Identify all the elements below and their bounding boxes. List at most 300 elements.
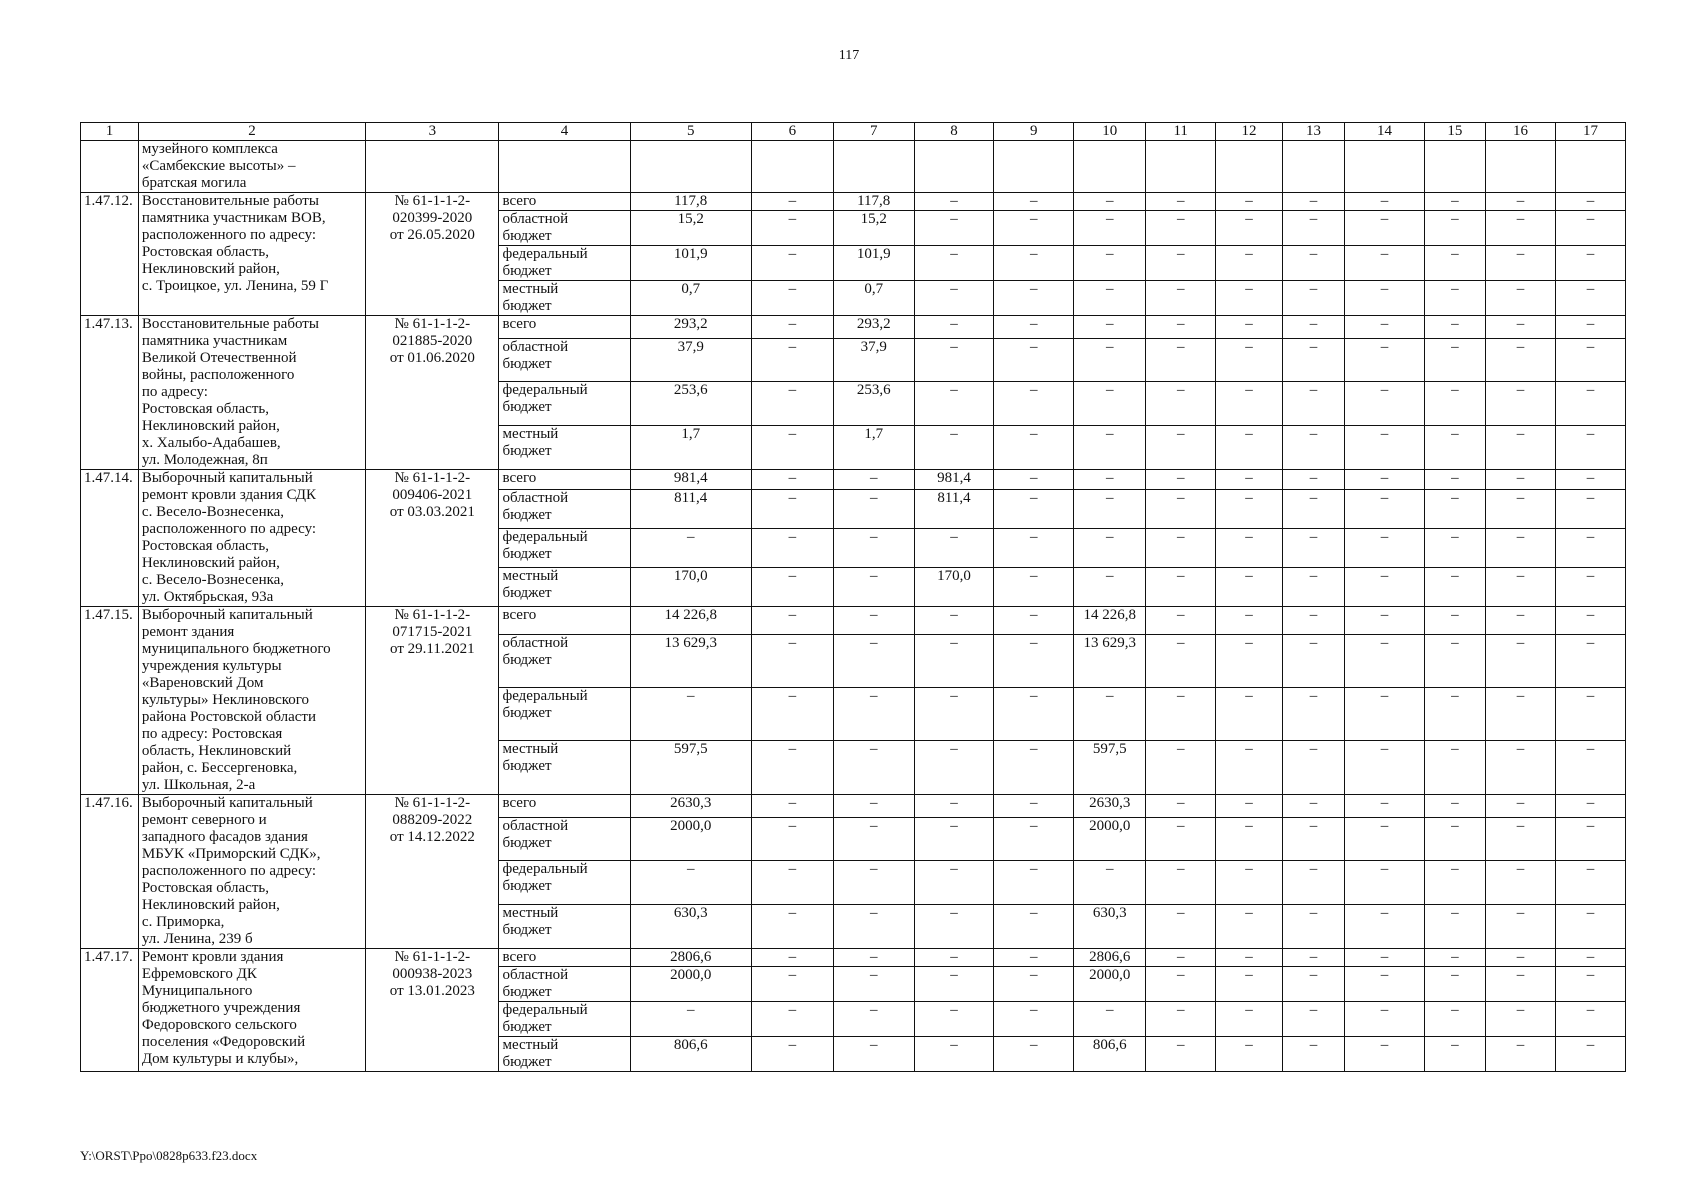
contract-number: № 61-1-1-2- 000938-2023 от 13.01.2023 [366, 949, 499, 1072]
column-header: 9 [994, 123, 1074, 141]
amount-cell: – [1555, 1002, 1625, 1037]
amount-cell: – [1074, 426, 1146, 470]
amount-cell: 117,8 [630, 193, 751, 211]
amount-cell: – [1282, 607, 1344, 635]
amount-cell: – [1555, 529, 1625, 568]
amount-cell: – [914, 634, 994, 687]
amount-cell: – [914, 193, 994, 211]
amount-cell: – [751, 741, 833, 795]
amount-cell: – [1216, 607, 1283, 635]
amount-cell: – [751, 193, 833, 211]
amount-cell: 1,7 [630, 426, 751, 470]
amount-cell: – [833, 949, 914, 967]
amount-cell: – [914, 529, 994, 568]
funding-source: федеральный бюджет [499, 1002, 630, 1037]
amount-cell: – [1216, 490, 1283, 529]
amount-cell: – [1424, 607, 1485, 635]
amount-cell: – [1146, 949, 1216, 967]
amount-cell: 630,3 [1074, 905, 1146, 949]
funding-source: областной бюджет [499, 338, 630, 382]
amount-cell: – [1424, 949, 1485, 967]
amount-cell: – [751, 281, 833, 316]
amount-cell: – [1146, 1002, 1216, 1037]
amount-cell: 2630,3 [630, 795, 751, 818]
amount-cell: – [994, 316, 1074, 339]
empty-cell [1424, 141, 1485, 193]
amount-cell: – [994, 861, 1074, 905]
table-row [81, 795, 1626, 818]
amount-cell: – [1216, 211, 1283, 246]
column-header: 3 [366, 123, 499, 141]
amount-cell: – [1146, 634, 1216, 687]
amount-cell: – [1424, 817, 1485, 861]
amount-cell: – [751, 607, 833, 635]
item-description: Выборочный капитальный ремонт здания муниципального бюджетного учреждения культуры «Вареновский Дом культуры» Неклиновского района Ростовской области по адресу: Ростовская область, Неклиновский район, с. Бессергеновка, ул. Школьная, 2-а [138, 607, 365, 795]
amount-cell: – [833, 529, 914, 568]
table-row [81, 316, 1626, 339]
amount-cell: – [1345, 490, 1425, 529]
amount-cell: – [1282, 246, 1344, 281]
item-description: Ремонт кровли здания Ефремовского ДК Муниципального бюджетного учреждения Федоровского сельского поселения «Федоровский Дом культуры и клубы», [138, 949, 365, 1072]
amount-cell: 117,8 [833, 193, 914, 211]
amount-cell: – [914, 426, 994, 470]
amount-cell: – [1216, 741, 1283, 795]
amount-cell: – [1074, 338, 1146, 382]
amount-cell: – [1216, 949, 1283, 967]
empty-cell [833, 141, 914, 193]
amount-cell: – [1216, 316, 1283, 339]
amount-cell: – [1555, 426, 1625, 470]
amount-cell: – [751, 1002, 833, 1037]
amount-cell: – [1345, 338, 1425, 382]
amount-cell: – [1216, 1037, 1283, 1072]
amount-cell: – [1146, 316, 1216, 339]
amount-cell: – [1216, 1002, 1283, 1037]
amount-cell: 811,4 [630, 490, 751, 529]
empty-cell [914, 141, 994, 193]
amount-cell: – [751, 426, 833, 470]
amount-cell: – [1282, 316, 1344, 339]
amount-cell: – [1345, 470, 1425, 490]
amount-cell: 0,7 [630, 281, 751, 316]
amount-cell: – [914, 316, 994, 339]
empty-cell [1555, 141, 1625, 193]
funding-source: областной бюджет [499, 211, 630, 246]
amount-cell: – [833, 741, 914, 795]
amount-cell: – [914, 861, 994, 905]
amount-cell: – [1555, 382, 1625, 426]
empty-cell [499, 141, 630, 193]
amount-cell: 2630,3 [1074, 795, 1146, 818]
amount-cell: – [1282, 905, 1344, 949]
contract-number: № 61-1-1-2- 071715-2021 от 29.11.2021 [366, 607, 499, 795]
amount-cell: – [1486, 426, 1556, 470]
amount-cell: 253,6 [833, 382, 914, 426]
contract-number: № 61-1-1-2- 020399-2020 от 26.05.2020 [366, 193, 499, 316]
amount-cell: – [751, 1037, 833, 1072]
item-number: 1.47.14. [81, 470, 139, 607]
item-description: Восстановительные работы памятника участникам ВОВ, расположенного по адресу: Ростовская область, Неклиновский район, с. Троицкое, ул. Ленина, 59 Г [138, 193, 365, 316]
amount-cell: – [1216, 687, 1283, 740]
amount-cell: – [1555, 607, 1625, 635]
funding-source: всего [499, 949, 630, 967]
amount-cell: – [1074, 1002, 1146, 1037]
amount-cell: – [1555, 795, 1625, 818]
amount-cell: – [1282, 634, 1344, 687]
amount-cell: – [1216, 246, 1283, 281]
amount-cell: – [1486, 490, 1556, 529]
amount-cell: – [994, 281, 1074, 316]
amount-cell: 811,4 [914, 490, 994, 529]
amount-cell: – [1282, 1037, 1344, 1072]
amount-cell: 101,9 [630, 246, 751, 281]
amount-cell: – [1555, 634, 1625, 687]
amount-cell: – [1282, 281, 1344, 316]
amount-cell: – [1216, 193, 1283, 211]
amount-cell: – [1146, 281, 1216, 316]
amount-cell: – [751, 567, 833, 606]
amount-cell: – [833, 470, 914, 490]
amount-cell: – [1345, 1037, 1425, 1072]
column-header: 5 [630, 123, 751, 141]
amount-cell: – [1424, 211, 1485, 246]
amount-cell: – [751, 795, 833, 818]
empty-cell [1146, 141, 1216, 193]
funding-source: местный бюджет [499, 567, 630, 606]
amount-cell: – [1345, 741, 1425, 795]
column-header: 4 [499, 123, 630, 141]
amount-cell: – [1282, 490, 1344, 529]
amount-cell: 13 629,3 [630, 634, 751, 687]
amount-cell: – [1486, 470, 1556, 490]
amount-cell: – [914, 382, 994, 426]
amount-cell: – [1074, 567, 1146, 606]
amount-cell: – [1424, 426, 1485, 470]
amount-cell: – [1486, 795, 1556, 818]
funding-source: федеральный бюджет [499, 861, 630, 905]
amount-cell: – [1345, 949, 1425, 967]
amount-cell: – [914, 817, 994, 861]
amount-cell: – [994, 795, 1074, 818]
amount-cell: – [1146, 861, 1216, 905]
amount-cell: – [1555, 905, 1625, 949]
amount-cell: – [1486, 949, 1556, 967]
amount-cell: – [1282, 567, 1344, 606]
amount-cell: 2000,0 [630, 967, 751, 1002]
amount-cell: – [1486, 338, 1556, 382]
amount-cell: – [833, 861, 914, 905]
item-description: Выборочный капитальный ремонт северного и западного фасадов здания МБУК «Приморский СДК», расположенного по адресу: Ростовская область, Неклиновский район, с. Приморка, ул. Ленина, 239 б [138, 795, 365, 949]
empty-cell [1216, 141, 1283, 193]
amount-cell: – [751, 861, 833, 905]
amount-cell: – [1486, 607, 1556, 635]
amount-cell: 630,3 [630, 905, 751, 949]
amount-cell: – [994, 529, 1074, 568]
column-header: 12 [1216, 123, 1283, 141]
amount-cell: – [1216, 634, 1283, 687]
amount-cell: – [1282, 861, 1344, 905]
amount-cell: – [751, 949, 833, 967]
funding-source: всего [499, 316, 630, 339]
amount-cell: – [833, 634, 914, 687]
amount-cell: – [1486, 1037, 1556, 1072]
empty-cell [1486, 141, 1556, 193]
funding-source: всего [499, 607, 630, 635]
amount-cell: – [1486, 382, 1556, 426]
funding-source: областной бюджет [499, 967, 630, 1002]
amount-cell: – [751, 905, 833, 949]
column-header: 11 [1146, 123, 1216, 141]
amount-cell: – [751, 211, 833, 246]
amount-cell: – [630, 861, 751, 905]
empty-cell [751, 141, 833, 193]
amount-cell: – [1146, 967, 1216, 1002]
item-number: 1.47.15. [81, 607, 139, 795]
footer-file-path: Y:\ORST\Ppo\0828p633.f23.docx [80, 1148, 258, 1163]
amount-cell: – [994, 567, 1074, 606]
funding-source: областной бюджет [499, 490, 630, 529]
amount-cell: – [1074, 316, 1146, 339]
amount-cell: – [1146, 470, 1216, 490]
funding-source: всего [499, 470, 630, 490]
amount-cell: – [1424, 634, 1485, 687]
funding-source: областной бюджет [499, 634, 630, 687]
amount-cell: – [1486, 211, 1556, 246]
amount-cell: – [1486, 316, 1556, 339]
amount-cell: – [751, 967, 833, 1002]
amount-cell: – [914, 905, 994, 949]
amount-cell: 37,9 [833, 338, 914, 382]
amount-cell: – [1424, 967, 1485, 1002]
amount-cell: – [994, 246, 1074, 281]
amount-cell: – [914, 795, 994, 818]
amount-cell: – [1555, 490, 1625, 529]
amount-cell: – [994, 817, 1074, 861]
amount-cell: – [751, 817, 833, 861]
amount-cell: 2000,0 [1074, 817, 1146, 861]
amount-cell: – [1345, 193, 1425, 211]
amount-cell: – [1216, 861, 1283, 905]
amount-cell: – [1282, 687, 1344, 740]
amount-cell: – [1146, 426, 1216, 470]
amount-cell: – [1424, 281, 1485, 316]
continuation-row [81, 141, 1626, 193]
amount-cell: – [1345, 211, 1425, 246]
amount-cell: – [1146, 817, 1216, 861]
page-number: 117 [838, 48, 860, 63]
amount-cell: 806,6 [630, 1037, 751, 1072]
amount-cell: – [914, 949, 994, 967]
amount-cell: – [1345, 905, 1425, 949]
empty-cell [994, 141, 1074, 193]
amount-cell: – [833, 1002, 914, 1037]
amount-cell: – [1486, 967, 1556, 1002]
amount-cell: – [1345, 382, 1425, 426]
amount-cell: – [1555, 567, 1625, 606]
amount-cell: – [1074, 470, 1146, 490]
amount-cell: – [833, 607, 914, 635]
amount-cell: 981,4 [630, 470, 751, 490]
amount-cell: – [1074, 382, 1146, 426]
column-header: 14 [1345, 123, 1425, 141]
amount-cell: – [1555, 193, 1625, 211]
amount-cell: – [994, 967, 1074, 1002]
amount-cell: – [1074, 861, 1146, 905]
amount-cell: – [1216, 382, 1283, 426]
amount-cell: – [1424, 795, 1485, 818]
amount-cell: – [630, 1002, 751, 1037]
amount-cell: – [1555, 741, 1625, 795]
amount-cell: – [1345, 281, 1425, 316]
item-number: 1.47.12. [81, 193, 139, 316]
amount-cell: – [1345, 426, 1425, 470]
amount-cell: – [833, 905, 914, 949]
amount-cell: – [1146, 795, 1216, 818]
amount-cell: 14 226,8 [630, 607, 751, 635]
amount-cell: 13 629,3 [1074, 634, 1146, 687]
amount-cell: – [994, 490, 1074, 529]
amount-cell: – [1146, 338, 1216, 382]
amount-cell: – [1424, 382, 1485, 426]
amount-cell: – [1345, 607, 1425, 635]
amount-cell: – [1074, 529, 1146, 568]
amount-cell: – [751, 634, 833, 687]
amount-cell: – [1282, 529, 1344, 568]
column-header: 8 [914, 123, 994, 141]
amount-cell: – [914, 211, 994, 246]
column-header: 10 [1074, 123, 1146, 141]
amount-cell: 15,2 [630, 211, 751, 246]
amount-cell: – [1282, 382, 1344, 426]
amount-cell: – [1146, 529, 1216, 568]
amount-cell: – [1216, 426, 1283, 470]
item-number: 1.47.17. [81, 949, 139, 1072]
amount-cell: – [914, 338, 994, 382]
amount-cell: – [1555, 687, 1625, 740]
table-row [81, 193, 1626, 211]
amount-cell: – [1146, 211, 1216, 246]
amount-cell: – [1216, 281, 1283, 316]
amount-cell: – [1424, 687, 1485, 740]
amount-cell: – [1345, 316, 1425, 339]
amount-cell: – [1486, 281, 1556, 316]
amount-cell: – [994, 949, 1074, 967]
funding-source: всего [499, 795, 630, 818]
funding-source: федеральный бюджет [499, 246, 630, 281]
amount-cell: – [994, 607, 1074, 635]
contract-number: № 61-1-1-2- 009406-2021 от 03.03.2021 [366, 470, 499, 607]
amount-cell: – [1216, 905, 1283, 949]
amount-cell: – [1424, 567, 1485, 606]
amount-cell: – [1424, 338, 1485, 382]
amount-cell: – [1345, 861, 1425, 905]
funding-source: местный бюджет [499, 905, 630, 949]
empty-cell [630, 141, 751, 193]
amount-cell: – [1282, 949, 1344, 967]
funding-source: областной бюджет [499, 817, 630, 861]
amount-cell: – [1345, 687, 1425, 740]
table-row [81, 470, 1626, 490]
amount-cell: – [1345, 967, 1425, 1002]
amount-cell: – [1555, 1037, 1625, 1072]
amount-cell: 2000,0 [1074, 967, 1146, 1002]
amount-cell: – [1282, 741, 1344, 795]
amount-cell: – [994, 426, 1074, 470]
amount-cell: – [914, 1002, 994, 1037]
amount-cell: – [1345, 246, 1425, 281]
amount-cell: – [1555, 338, 1625, 382]
amount-cell: – [994, 1037, 1074, 1072]
amount-cell: – [1555, 949, 1625, 967]
amount-cell: – [994, 211, 1074, 246]
contract-number: № 61-1-1-2- 021885-2020 от 01.06.2020 [366, 316, 499, 470]
amount-cell: – [1486, 246, 1556, 281]
amount-cell: – [833, 967, 914, 1002]
empty-cell [1345, 141, 1425, 193]
amount-cell: – [1074, 246, 1146, 281]
amount-cell: – [914, 741, 994, 795]
amount-cell: – [1555, 470, 1625, 490]
amount-cell: – [1146, 567, 1216, 606]
amount-cell: – [1555, 281, 1625, 316]
amount-cell: – [1216, 470, 1283, 490]
empty-cell [366, 141, 499, 193]
amount-cell: – [833, 817, 914, 861]
amount-cell: – [1424, 905, 1485, 949]
amount-cell: – [1424, 470, 1485, 490]
amount-cell: – [1345, 567, 1425, 606]
amount-cell: – [1074, 687, 1146, 740]
amount-cell: – [914, 687, 994, 740]
amount-cell: 1,7 [833, 426, 914, 470]
amount-cell: – [1216, 795, 1283, 818]
amount-cell: – [1424, 316, 1485, 339]
amount-cell: – [1486, 741, 1556, 795]
contract-number: № 61-1-1-2- 088209-2022 от 14.12.2022 [366, 795, 499, 949]
amount-cell: – [1282, 1002, 1344, 1037]
amount-cell: – [751, 490, 833, 529]
amount-cell: – [1555, 861, 1625, 905]
funding-source: федеральный бюджет [499, 687, 630, 740]
amount-cell: – [1146, 607, 1216, 635]
amount-cell: – [1424, 246, 1485, 281]
amount-cell: – [1146, 246, 1216, 281]
amount-cell: – [1146, 687, 1216, 740]
funding-source: местный бюджет [499, 741, 630, 795]
amount-cell: – [1074, 211, 1146, 246]
amount-cell: – [994, 470, 1074, 490]
amount-cell: – [751, 470, 833, 490]
amount-cell: – [1282, 193, 1344, 211]
amount-cell: – [994, 382, 1074, 426]
amount-cell: – [751, 246, 833, 281]
amount-cell: – [1486, 193, 1556, 211]
amount-cell: – [1345, 529, 1425, 568]
amount-cell: 293,2 [833, 316, 914, 339]
amount-cell: – [1424, 741, 1485, 795]
amount-cell: – [1555, 211, 1625, 246]
amount-cell: 597,5 [630, 741, 751, 795]
amount-cell: – [994, 687, 1074, 740]
column-header: 17 [1555, 123, 1625, 141]
column-header: 2 [138, 123, 365, 141]
amount-cell: – [1345, 795, 1425, 818]
column-header: 13 [1282, 123, 1344, 141]
continuation-description: музейного комплекса «Самбекские высоты» – братская могила [138, 141, 365, 193]
amount-cell: – [1424, 529, 1485, 568]
amount-cell: – [1216, 338, 1283, 382]
item-description: Восстановительные работы памятника участникам Великой Отечественной войны, расположенного по адресу: Ростовская область, Неклиновский район, х. Халыбо-Адабашев, ул. Молодежная, 8п [138, 316, 365, 470]
